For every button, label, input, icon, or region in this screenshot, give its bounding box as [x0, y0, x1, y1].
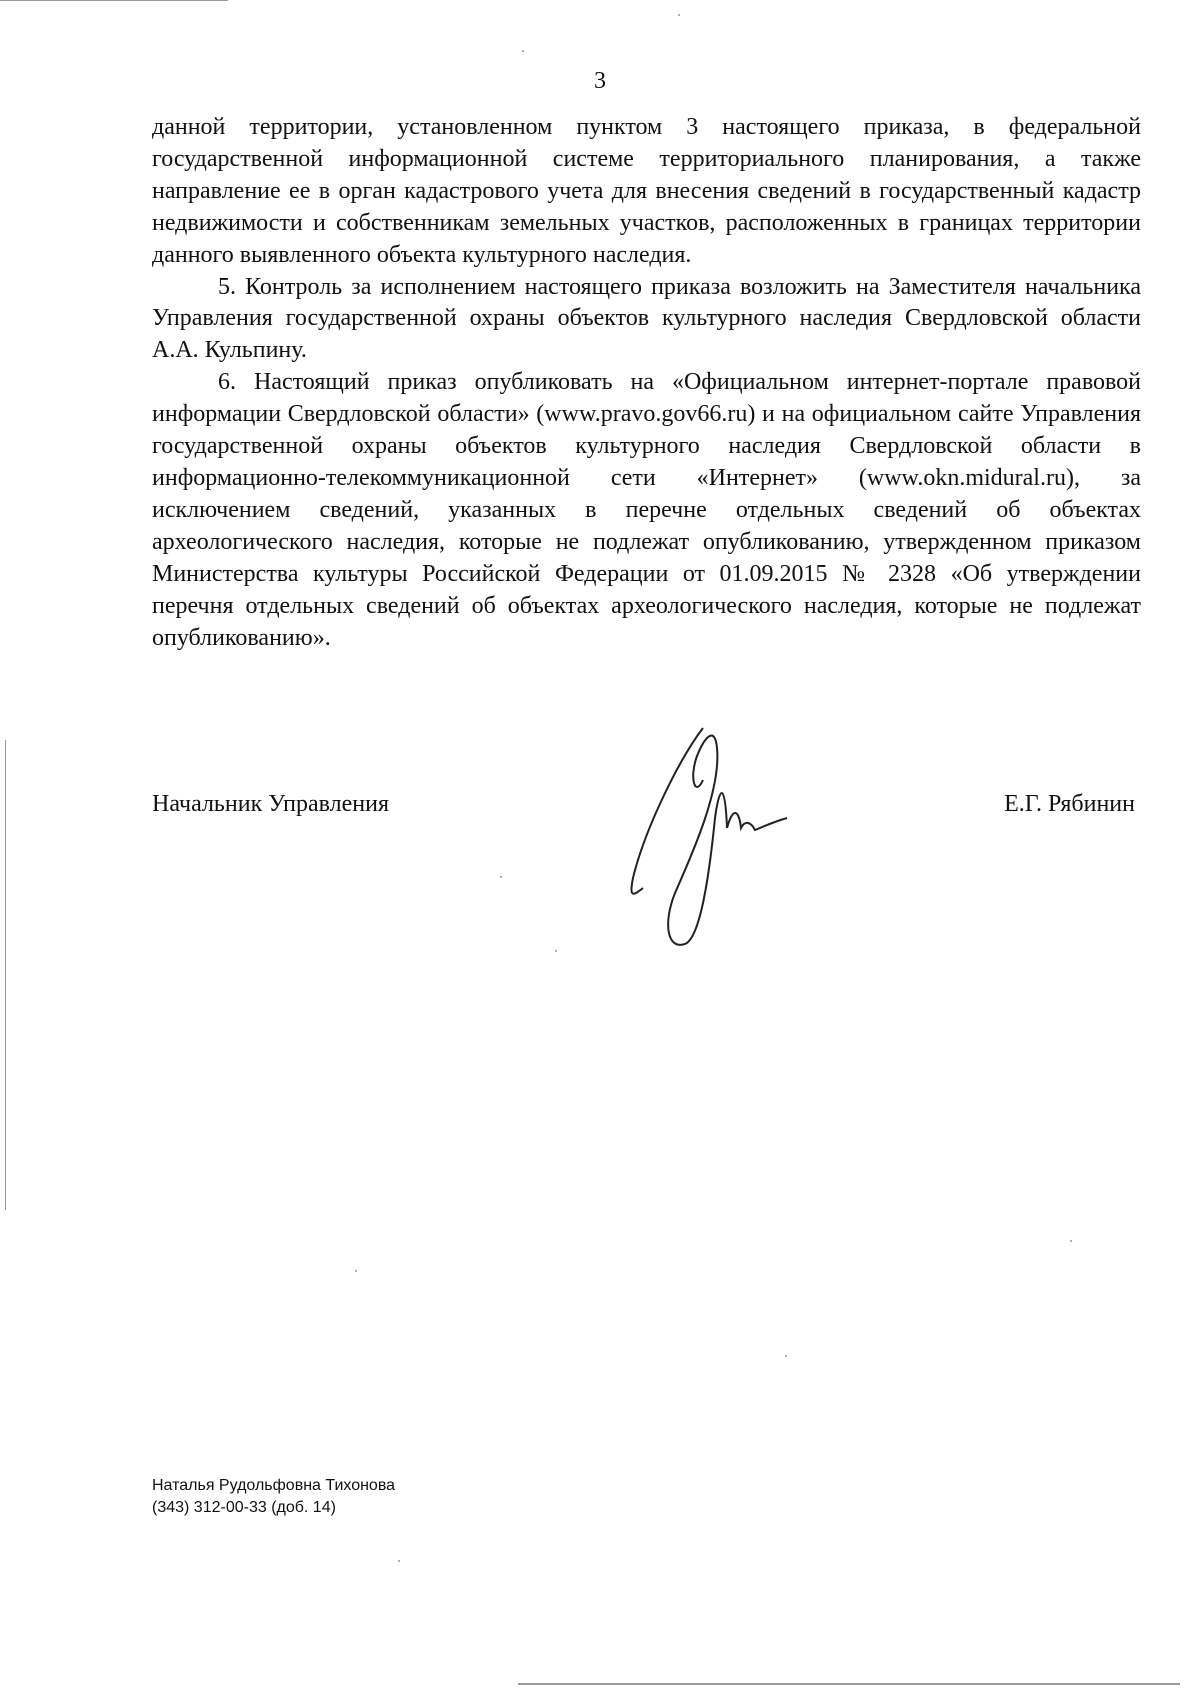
- executor-block: [152, 1475, 395, 1519]
- scan-speck: [500, 876, 502, 878]
- scan-speck: [555, 950, 557, 952]
- paragraph-6-publication: 6. Настоящий приказ опубликовать на «Официальном интернет-портале правовой информации Свердловской области» (www.pravo.gov66.ru) и на официальном сайте Управления государственной охраны объектов культурного наследия Свердловской области в информационно-телекоммуникационной сети «Интернет» (www.okn.midural.ru), за исключением сведений, указанных в перечне отдельных сведений об объектах археологического наследия, которые не подлежат опубликованию, утвержденном приказом Министерства культуры Российской Федерации от 01.09.2015 № 2328 «Об утверждении перечня отдельных сведений об объектах археологического наследия, которые не подлежат опубликованию».: [152, 369, 1141, 651]
- executor-phone: (343) 312-00-33 (доб. 14): [152, 1499, 336, 1516]
- order-body-text: [152, 112, 1141, 654]
- scan-speck: [678, 14, 680, 16]
- signer-title: Начальник Управления: [152, 791, 389, 817]
- scan-edge-left: [5, 740, 6, 1210]
- signer-name: Е.Г. Рябинин: [1004, 791, 1135, 817]
- scan-speck: [785, 1355, 787, 1357]
- scan-edge-bottom: [518, 1683, 1180, 1685]
- paragraph-5-control: 5. Контроль за исполнением настоящего приказа возложить на Заместителя начальника Управления государственной охраны объектов культурного наследия Свердловской области А.А. Кульпину.: [152, 273, 1141, 364]
- scan-speck: [1070, 1240, 1072, 1242]
- handwritten-signature: [625, 718, 795, 958]
- scan-speck: [522, 50, 524, 52]
- paragraph-continuation: данной территории, установленном пунктом 3 настоящего приказа, в федеральной государственной информационной системе территориального планирования, а также направление ее в орган кадастрового учета для внесения сведений в государственный кадастр недвижимости и собственникам земельных участков, расположенных в границах территории данного выявленного объекта культурного наследия.: [152, 114, 1141, 268]
- scan-edge-top: [0, 0, 228, 1]
- executor-name: Наталья Рудольфовна Тихонова: [152, 1477, 396, 1494]
- scan-speck: [398, 1560, 400, 1562]
- page-number: 3: [594, 68, 606, 94]
- scan-speck: [355, 1270, 357, 1272]
